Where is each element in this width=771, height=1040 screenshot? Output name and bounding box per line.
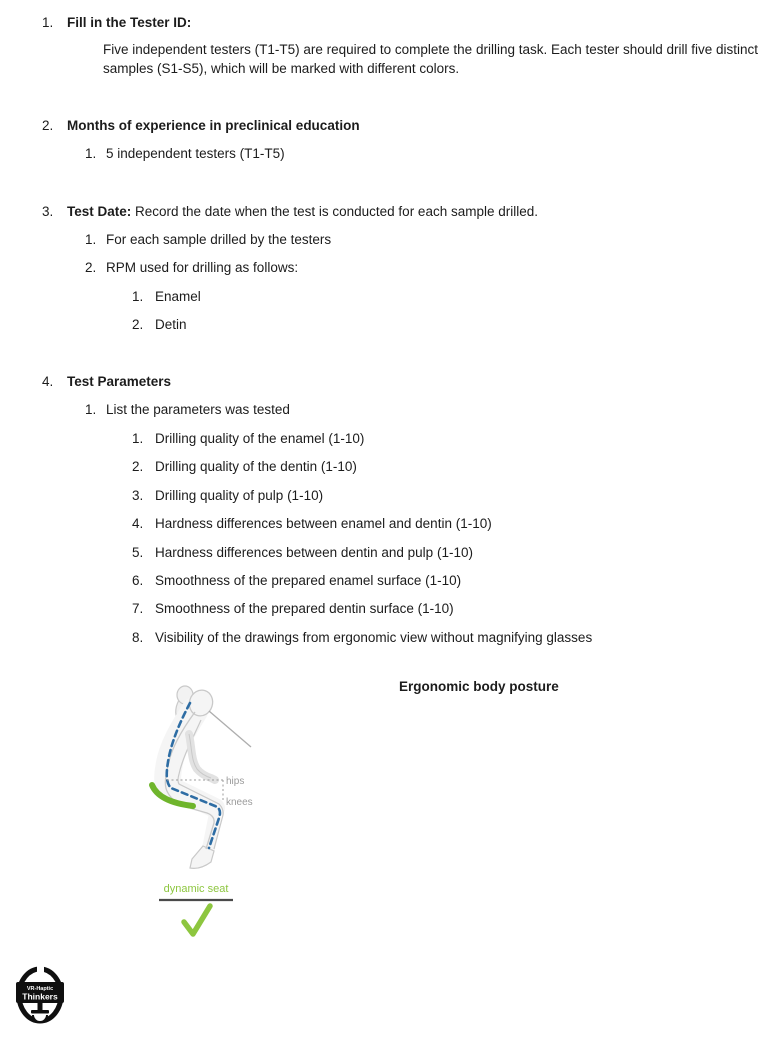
list-number: 5. [132, 544, 144, 560]
param-item [0, 457, 771, 476]
list-item-4 [0, 372, 771, 391]
check-icon [184, 906, 210, 934]
logo-bar [31, 1010, 49, 1014]
dynamic-seat-label: dynamic seat [163, 882, 229, 895]
list-item-text: 5 independent testers (T1-T5) [106, 146, 285, 161]
list-number: 4. [42, 374, 54, 389]
param-item [0, 514, 771, 533]
list-number: 4. [132, 516, 144, 532]
list-number: 1. [85, 146, 97, 161]
list-item-text: List the parameters was tested [106, 402, 290, 417]
list-number: 2. [132, 317, 144, 332]
param-item [0, 571, 771, 590]
param-text: Visibility of the drawings from ergonomic view without magnifying glasses [155, 629, 593, 645]
list-item-text: For each sample drilled by the testers [106, 232, 332, 247]
param-text: Smoothness of the prepared dentin surface (1-10) [155, 601, 454, 617]
param-item [0, 486, 771, 505]
list-item-title: Months of experience in preclinical education [67, 118, 360, 133]
hips-label: hips [226, 775, 245, 787]
param-text: Hardness differences between enamel and dentin (1-10) [155, 516, 492, 532]
param-text: Drilling quality of the dentin (1-10) [155, 459, 357, 475]
foot [190, 846, 214, 868]
param-item [0, 599, 771, 618]
list-item-text: Detin [155, 317, 187, 332]
list-item-3-1 [0, 230, 771, 249]
list-number: 2. [85, 260, 97, 275]
logo-ring-gap [37, 966, 44, 973]
vr-haptic-thinkers-logo [13, 966, 67, 1028]
list-item-title: Test Parameters [67, 374, 172, 389]
param-item [0, 429, 771, 448]
param-text: Drilling quality of pulp (1-10) [155, 487, 324, 503]
list-item-title: Test Date: [67, 204, 132, 219]
figure-section [0, 678, 771, 950]
list-number: 8. [132, 629, 144, 645]
list-number: 1. [132, 431, 144, 446]
list-item-text: Enamel [155, 289, 201, 304]
list-item-3 [0, 202, 771, 221]
figure-title: Ergonomic body posture [399, 678, 559, 694]
list-item-2 [0, 116, 771, 135]
list-number: 3. [42, 204, 54, 219]
item-1-paragraph: Five independent testers (T1-T5) are required to complete the drilling task. Each tester should drill five distinct samples (S1-S5), which will be marked with different colors. [103, 42, 759, 76]
list-item-text [67, 202, 771, 221]
logo-line-1: VR-Haptic [26, 986, 54, 992]
list-number: 7. [132, 601, 144, 617]
list-item-title: Fill in the Tester ID: [67, 15, 192, 30]
list-number: 1. [85, 402, 97, 417]
list-number: 6. [132, 572, 144, 588]
list-number: 3. [132, 487, 144, 503]
param-text: Smoothness of the prepared enamel surface (1-10) [155, 572, 462, 588]
knees-label: knees [226, 796, 253, 808]
ergonomic-posture-figure [145, 680, 260, 948]
logo-line-2: Thinkers [22, 991, 58, 1002]
param-text: Hardness differences between dentin and pulp (1-10) [155, 544, 473, 560]
param-item [0, 543, 771, 562]
list-item-rest: Record the date when the test is conducted for each sample drilled. [131, 204, 538, 219]
list-item-3-2-1 [0, 287, 771, 306]
list-number: 1. [132, 289, 144, 304]
list-item-1 [0, 13, 771, 32]
logo-stem [38, 1003, 43, 1011]
list-item-4-1 [0, 400, 771, 419]
gaze-line [209, 711, 251, 747]
list-number: 2. [42, 118, 54, 133]
logo-cup [33, 1015, 47, 1022]
list-item-3-2-2 [0, 315, 771, 334]
list-number: 1. [85, 232, 97, 247]
list-number: 2. [132, 459, 144, 475]
person-silhouette [165, 686, 223, 868]
param-item [0, 628, 771, 647]
list-item-text: RPM used for drilling as follows: [106, 260, 299, 275]
list-item-2-1 [0, 144, 771, 163]
list-item-3-2 [0, 258, 771, 277]
list-number: 1. [42, 15, 54, 30]
param-text: Drilling quality of the enamel (1-10) [155, 431, 365, 446]
